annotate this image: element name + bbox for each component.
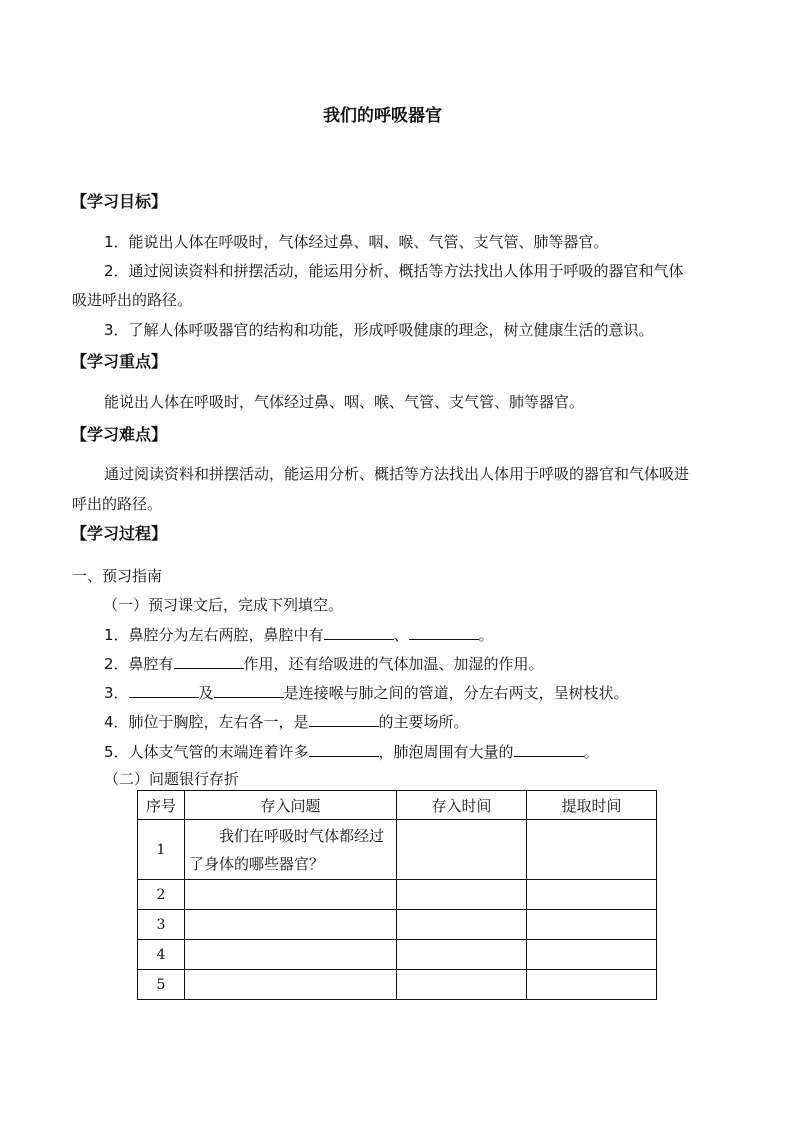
difficulty-line-1: 通过阅读资料和拼摆活动，能运用分析、概括等方法找出人体用于呼吸的器官和气体吸进 [104, 465, 690, 483]
question-text: 及 [198, 684, 214, 702]
withdraw-time-cell[interactable] [527, 880, 657, 910]
preview-subheading-1: （一）预习课文后，完成下列填空。 [103, 596, 344, 614]
answer-blank[interactable] [309, 741, 379, 757]
withdraw-time-cell[interactable] [527, 940, 657, 970]
answer-blank[interactable] [309, 711, 379, 727]
table-row [138, 970, 657, 1000]
preview-heading: 一、预习指南 [72, 567, 163, 585]
question-text: 我们在呼吸时气体都经过了身体的哪些器官？ [189, 826, 385, 873]
row-number: 4 [138, 940, 185, 970]
column-header-deposit-time: 存入时间 [397, 791, 527, 820]
goal-2-line-2: 吸进呼出的路径。 [72, 291, 193, 309]
question-text: 4．肺位于胸腔，左右各一，是 [104, 713, 309, 731]
withdraw-time-cell[interactable] [527, 970, 657, 1000]
deposit-time-cell[interactable] [397, 820, 527, 880]
answer-blank[interactable] [214, 682, 284, 698]
question-cell[interactable] [185, 880, 397, 910]
table-row [138, 910, 657, 940]
goal-2-line-1: 2．通过阅读资料和拼摆活动，能运用分析、概括等方法找出人体用于呼吸的器官和气体 [104, 262, 684, 280]
question-text: 是连接喉与肺之间的管道，分左右两支，呈树枝状。 [283, 684, 629, 702]
row-number: 3 [138, 910, 185, 940]
section-heading-focus: 【学习重点】 [71, 352, 168, 371]
table-header-row [138, 791, 657, 820]
row-number: 5 [138, 970, 185, 1000]
column-header-number: 序号 [138, 791, 185, 820]
table-row [138, 880, 657, 910]
question-text: 3． [104, 684, 129, 702]
question-text: 2．鼻腔有 [104, 655, 174, 673]
question-cell[interactable] [185, 910, 397, 940]
question-text: 1．鼻腔分为左右两腔，鼻腔中有 [104, 626, 324, 644]
question-text: 作用，还有给吸进的气体加温、加湿的作用。 [243, 655, 544, 673]
column-header-question: 存入问题 [185, 791, 397, 820]
table-row [138, 820, 657, 880]
deposit-time-cell[interactable] [397, 940, 527, 970]
row-number: 2 [138, 880, 185, 910]
answer-blank[interactable] [129, 682, 199, 698]
withdraw-time-cell[interactable] [527, 820, 657, 880]
focus-text: 能说出人体在呼吸时，气体经过鼻、咽、喉、气管、支气管、肺等器官。 [104, 393, 585, 411]
question-bank-table [137, 790, 657, 1000]
answer-blank[interactable] [324, 624, 394, 640]
question-text: 。 [583, 743, 599, 761]
section-heading-difficulty: 【学习难点】 [71, 425, 168, 444]
difficulty-line-2: 呼出的路径。 [72, 495, 163, 513]
answer-blank[interactable] [514, 741, 584, 757]
goal-1: 1．能说出人体在呼吸时，气体经过鼻、咽、喉、气管、支气管、肺等器官。 [104, 233, 609, 251]
withdraw-time-cell[interactable] [527, 910, 657, 940]
deposit-time-cell[interactable] [397, 880, 527, 910]
goal-3: 3．了解人体呼吸器官的结构和功能，形成呼吸健康的理念，树立健康生活的意识。 [104, 321, 654, 339]
preview-subheading-2: （二）问题银行存折 [104, 770, 240, 788]
fill-question-5 [104, 741, 599, 762]
fill-question-2 [104, 653, 544, 674]
answer-blank[interactable] [409, 624, 479, 640]
answer-blank[interactable] [174, 653, 244, 669]
page-title: 我们的呼吸器官 [323, 106, 442, 126]
section-heading-process: 【学习过程】 [71, 524, 168, 543]
row-number: 1 [138, 820, 185, 880]
question-text: 的主要场所。 [378, 713, 469, 731]
question-text: ，肺泡周围有大量的 [378, 743, 514, 761]
fill-question-1 [104, 624, 494, 645]
question-text: 、 [393, 626, 409, 644]
table-row [138, 940, 657, 970]
deposit-time-cell[interactable] [397, 910, 527, 940]
question-cell[interactable] [185, 940, 397, 970]
question-text: 5．人体支气管的末端连着许多 [104, 743, 309, 761]
column-header-withdraw-time: 提取时间 [527, 791, 657, 820]
question-text: 。 [478, 626, 494, 644]
question-cell[interactable] [185, 820, 397, 880]
fill-question-4 [104, 711, 469, 732]
fill-question-3 [104, 682, 629, 703]
section-heading-goals: 【学习目标】 [71, 192, 168, 211]
deposit-time-cell[interactable] [397, 970, 527, 1000]
question-cell[interactable] [185, 970, 397, 1000]
